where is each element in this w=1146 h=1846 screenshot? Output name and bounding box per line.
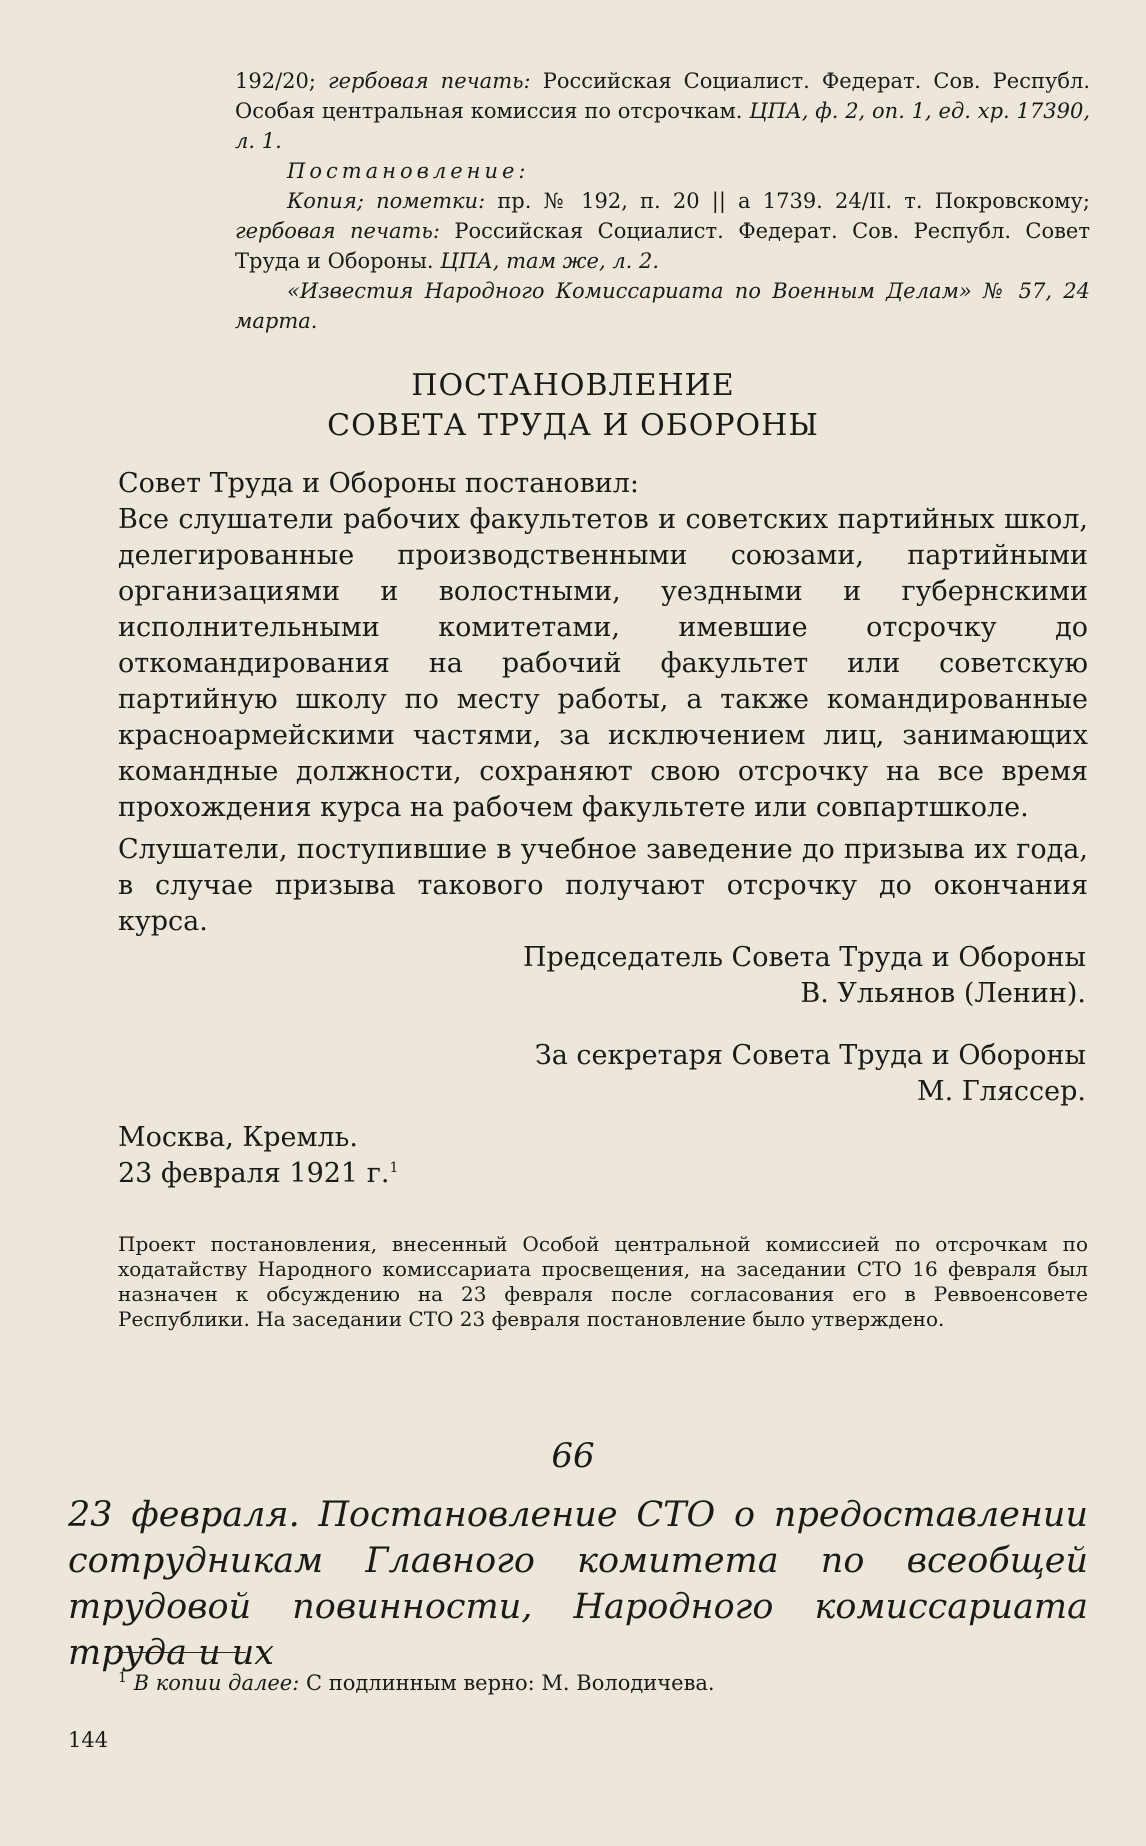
document-title (0, 366, 1146, 446)
place-and-date (118, 1120, 398, 1192)
publication-reference: «Известия Народного Комиссариата по Военным Делам» № 57, 24 марта. (235, 279, 1090, 333)
next-document-heading: 23 февраля. Постановление СТО о предоставлении сотрудникам Главного комитета по всеобщей трудовой повинности, Народного комиссариата труда и их (68, 1495, 1088, 1673)
title-line-2: СОВЕТА ТРУДА И ОБОРОНЫ (327, 408, 819, 443)
page-number: 144 (68, 1728, 109, 1752)
paragraph-1: Все слушатели рабочих факультетов и советских партийных школ, делегированные производственными союзами, партийными организациями и волостными, уездными и губернскими исполнительными комитетами, имевшие отсрочку до откомандирования на рабочий факультет или советскую партийную школу по месту работы, а также командированные красноармейскими частями, за исключением лиц, занимающих командные должности, сохраняют свою отсрочку на все время прохождения курса на рабочем факультете или совпартшколе. (118, 504, 1088, 823)
archive-reference: ЦПА, ф. 2, оп. 1, ед. хр. 17390, л. 1. (235, 99, 1090, 153)
footnote (118, 1668, 1088, 1698)
copy-marks: пр. № 192, п. 20 || а 1739. 24/II. т. Покровскому; (497, 189, 1090, 213)
chair-signature (523, 940, 1086, 1012)
date: 23 февраля 1921 г. (118, 1158, 390, 1189)
chair-name: В. Ульянов (Ленин). (800, 978, 1086, 1009)
editorial-note: Проект постановления, внесенный Особой центральной комиссией по отсрочкам по ходатайству Народного комиссариата просвещения, на заседании СТО 16 февраля был назначен к обсуждению на 23 февраля после согласования его в Реввоенсовете Республики. На заседании СТО 23 февраля постановление было утверждено. (118, 1232, 1088, 1331)
archive-number: 192/20; (235, 69, 329, 93)
document-number: 66 (551, 1436, 595, 1476)
seal-text-2: Российская Социалист. Федерат. Сов. Республ. Совет Труда и Обороны. (235, 219, 1090, 273)
secretary-signature (535, 1038, 1086, 1110)
footnote-text: С подлинным верно: М. Володичева. (305, 1671, 715, 1695)
source-references (235, 66, 1090, 336)
resolution-body (118, 466, 1088, 940)
secretary-title: За секретаря Совета Труда и Обороны (534, 1040, 1086, 1071)
seal-label-2: гербовая печать: (235, 219, 455, 243)
copy-label: Копия; пометки: (287, 189, 498, 213)
footnote-label: В копии далее: (133, 1671, 306, 1695)
intro-line: Совет Труда и Обороны постановил: (118, 468, 640, 499)
footnote-ref: 1 (389, 1160, 399, 1176)
footnote-mark: 1 (118, 1670, 127, 1686)
paragraph-2: Слушатели, поступившие в учебное заведение до призыва их года, в случае призыва такового получают отсрочку до окончания курса. (118, 834, 1088, 937)
place: Москва, Кремль. (118, 1122, 358, 1153)
resolution-label: Постановление: (287, 159, 530, 183)
chair-title: Председатель Совета Труда и Обороны (522, 942, 1086, 973)
secretary-name: М. Гляссер. (917, 1076, 1086, 1107)
footnote-divider (118, 1652, 246, 1653)
archive-reference-2: ЦПА, там же, л. 2. (440, 249, 660, 273)
seal-text: Российская Социалист. Федерат. Сов. Республ. Особая центральная комиссия по отсрочкам. (235, 69, 1090, 123)
title-line-1: ПОСТАНОВЛЕНИЕ (411, 368, 735, 403)
seal-label: гербовая печать: (328, 69, 543, 93)
